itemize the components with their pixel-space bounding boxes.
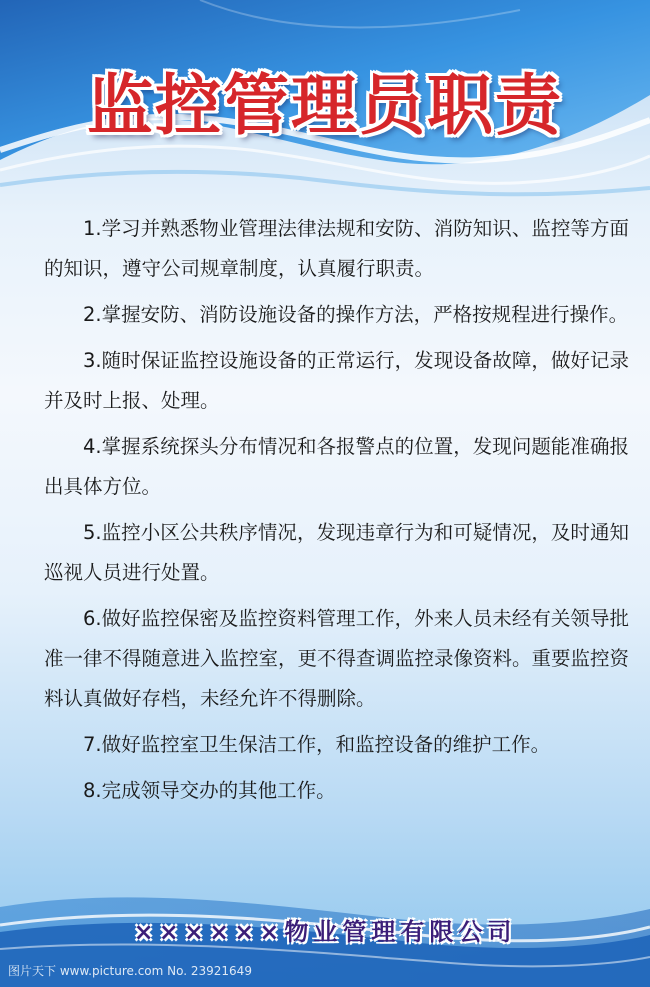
watermark-text: 图片天下 www.picture.com No. 23921649 bbox=[8, 964, 252, 978]
duty-item: 5.监控小区公共秩序情况，发现违章行为和可疑情况，及时通知巡视人员进行处置。 bbox=[44, 521, 629, 584]
duty-item: 8.完成领导交办的其他工作。 bbox=[83, 779, 336, 802]
duty-item: 6.做好监控保密及监控资料管理工作，外来人员未经有关领导批准一律不得随意进入监控室，更不得查调监控录像资料。重要监控资料认真做好存档，未经允许不得删除。 bbox=[44, 607, 630, 710]
company-name: ××××××物业管理有限公司 bbox=[133, 917, 517, 946]
duty-item: 7.做好监控室卫生保洁工作，和监控设备的维护工作。 bbox=[83, 733, 551, 756]
duties-list bbox=[44, 209, 629, 817]
duty-item: 4.掌握系统探头分布情况和各报警点的位置，发现问题能准确报出具体方位。 bbox=[44, 435, 629, 498]
duty-item: 1.学习并熟悉物业管理法律法规和安防、消防知识、监控等方面的知识，遵守公司规章制度，认真履行职责。 bbox=[44, 217, 629, 280]
duty-item: 3.随时保证监控设施设备的正常运行，发现设备故障，做好记录并及时上报、处理。 bbox=[44, 349, 629, 412]
page-title: 监控管理员职责 bbox=[87, 67, 563, 144]
duty-item: 2.掌握安防、消防设施设备的操作方法，严格按规程进行操作。 bbox=[83, 303, 629, 326]
